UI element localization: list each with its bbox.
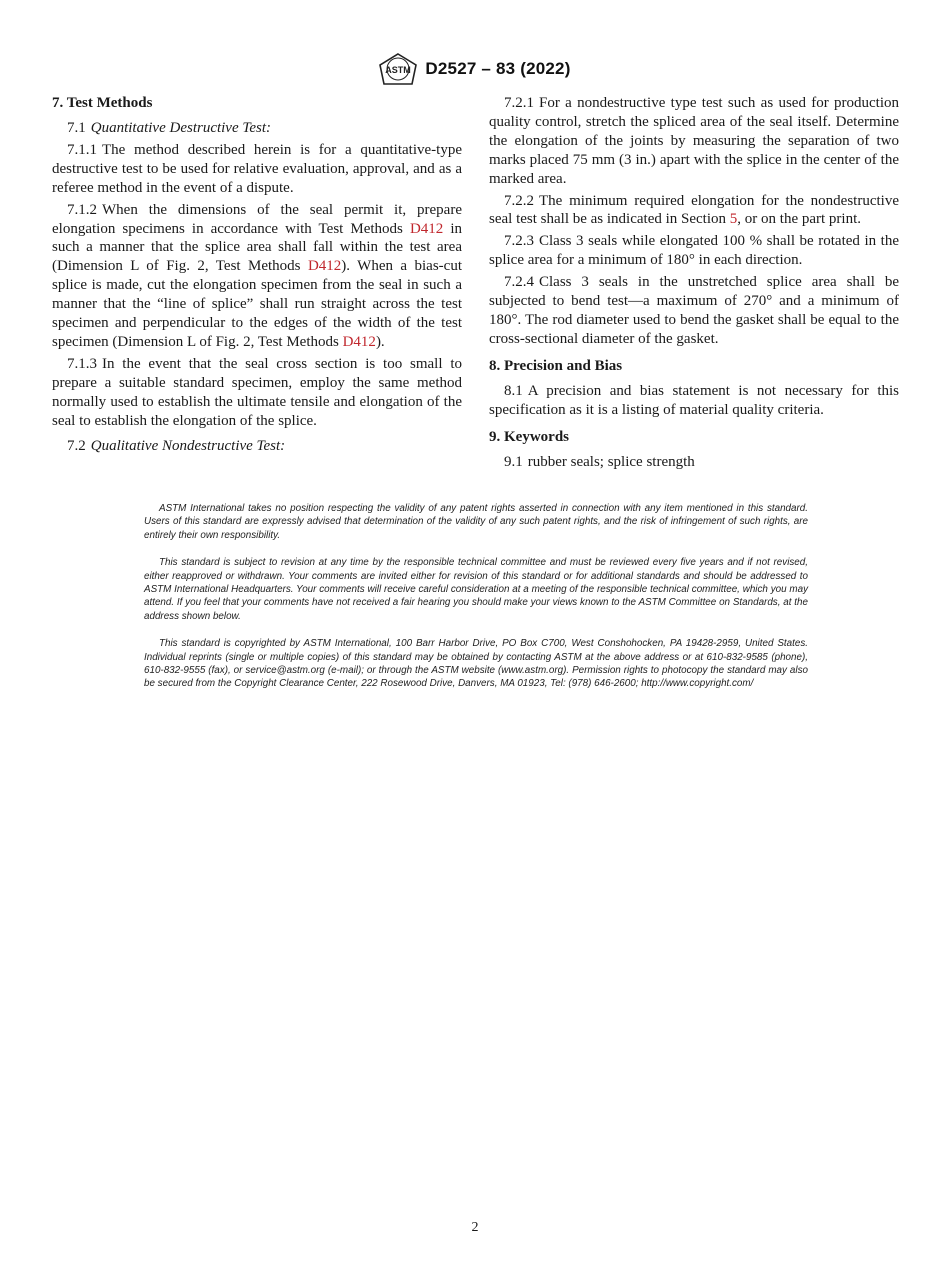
paragraph-text: Class 3 seals in the unstretched splice area shall be subjected to bend test—a maximum of 270° and a minimum of 180°. The rod diameter used to bend the gasket shall be equal to the cross-sectional diameter of the gasket. — [489, 274, 899, 347]
paragraph-number: 8.1 — [504, 382, 523, 399]
paragraph-number: 7.2.2 — [504, 192, 534, 209]
paragraph-text: The minimum required elongation for the nondestructive seal test shall be as indicated in Section — [489, 192, 899, 228]
paragraph-number: 7.1 — [67, 120, 86, 136]
patent-notice: ASTM International takes no position respecting the validity of any patent rights asserted in connection with any item mentioned in this standard. Users of this standard are expressly advised that determination of the validity of any such patent rights, and the risk of infringement of such rights, are entirely their own responsibility. — [144, 503, 808, 541]
section-9-heading: 9. Keywords — [489, 428, 569, 445]
paragraph-number: 7.2 — [67, 437, 86, 454]
subsection-title: Qualitative Nondestructive Test: — [90, 437, 286, 454]
astm-logo — [379, 53, 417, 85]
astm-logo-text: ASTM — [385, 65, 412, 75]
revision-notice: This standard is subject to revision at any time by the responsible technical committee and must be reviewed every five years and if not revised, either reapproved or withdrawn. Your comments are invited either for revision of this standard or for additional standards and should be addressed to ASTM International Headquarters. Your comments will receive careful consideration at a meeting of the responsible technical committee, which you may attend. If you feel that your comments have not received a fair hearing you should make your views known to the ASTM Committee on Standards, at the address shown below. — [144, 557, 808, 622]
section-7-heading: 7. Test Methods — [52, 95, 153, 111]
paragraph-text: In the event that the seal cross section is too small to prepare a suitable standard specimen, employ the same method normally used to establish the ultimate tensile and elongation of the seal to establish the elongation of the splice. — [52, 355, 462, 429]
paragraph-text: ). — [375, 333, 385, 350]
paragraph-number: 7.1.2 — [67, 201, 97, 218]
standard-designation: D2527 – 83 (2022) — [425, 59, 571, 78]
paragraph-text: , or on the part print. — [737, 211, 862, 228]
paragraph-9-1 — [489, 453, 899, 472]
paragraph-number: 7.2.3 — [504, 233, 534, 250]
reference-link-d412[interactable]: D412 — [409, 220, 444, 237]
legal-notices — [144, 502, 808, 705]
paragraph-text: A precision and bias statement is not necessary for this specification as it is a listing of material quality criteria. — [489, 382, 899, 418]
subsection-title: Quantitative Destructive Test: — [90, 120, 271, 136]
paragraph-7-2-2 — [489, 192, 899, 230]
paragraph-number: 7.2.1 — [504, 95, 534, 111]
paragraph-text: ). When a bias-cut splice is made, cut the elongation specimen from the seal in such a manner that the “line of splice” shall run straight across the test specimen and perpendicular to the edges of the width of the test specimen (Dimension L of Fig. 2, Test Methods — [52, 258, 462, 350]
paragraph-number: 7.1.3 — [67, 355, 97, 372]
page-number: 2 — [471, 1220, 479, 1235]
paragraph-text: The method described herein is for a quantitative-type destructive test to be used for relative evaluation, approval, and as a referee method in the event of a dispute. — [52, 141, 462, 196]
paragraph-7-1-1 — [52, 141, 462, 198]
left-column — [52, 94, 462, 458]
page-header — [0, 52, 950, 86]
paragraph-text: rubber seals; splice strength — [527, 453, 695, 470]
paragraph-8-1 — [489, 382, 899, 420]
paragraph-number: 7.2.4 — [504, 274, 534, 291]
paragraph-number: 7.1.1 — [67, 141, 97, 158]
paragraph-7-1 — [52, 119, 462, 138]
section-8-heading: 8. Precision and Bias — [489, 357, 623, 374]
reference-link-section-5[interactable]: 5 — [729, 211, 738, 228]
paragraph-text: in such a manner that the splice area shall fall within the test area (Dimension L of Fig. 2, Test Methods — [52, 220, 462, 275]
reference-link-d412[interactable]: D412 — [342, 333, 376, 350]
paragraph-text: When the dimensions of the seal permit it, prepare elongation specimens in accordance with Test Methods — [52, 201, 462, 237]
paragraph-7-2 — [52, 437, 462, 456]
paragraph-number: 9.1 — [504, 453, 523, 470]
paragraph-7-2-1 — [489, 94, 899, 189]
copyright-notice: This standard is copyrighted by ASTM International, 100 Barr Harbor Drive, PO Box C700, West Conshohocken, PA 19428-2959, United States. Individual reprints (single or multiple copies) of this standard may be obtained by contacting ASTM at the above address or at 610-832-9585 (phone), 610-832-9555 (fax), or service@astm.org (e-mail); or through the ASTM website (www.astm.org). Permission rights to photocopy the standard may also be secured from the Copyright Clearance Center, 222 Rosewood Drive, Danvers, MA 01923, Tel: (978) 646-2600; http://www.copyright.com/ — [144, 638, 808, 690]
right-column — [489, 94, 899, 475]
paragraph-7-1-2 — [52, 201, 462, 352]
reference-link-d412[interactable]: D412 — [307, 258, 342, 275]
paragraph-7-2-4 — [489, 273, 899, 349]
paragraph-7-1-3 — [52, 355, 462, 431]
paragraph-text: Class 3 seals while elongated 100 % shall be rotated in the splice area for a minimum of 180° in each direction. — [489, 233, 899, 269]
paragraph-text: For a nondestructive type test such as used for production quality control, stretch the spliced area of the seal itself. Determine the elongation of the joints by measuring the separation of two marks placed 75 mm (3 in.) apart with the splice in the center of the marked area. — [489, 95, 899, 187]
paragraph-7-2-3 — [489, 232, 899, 270]
